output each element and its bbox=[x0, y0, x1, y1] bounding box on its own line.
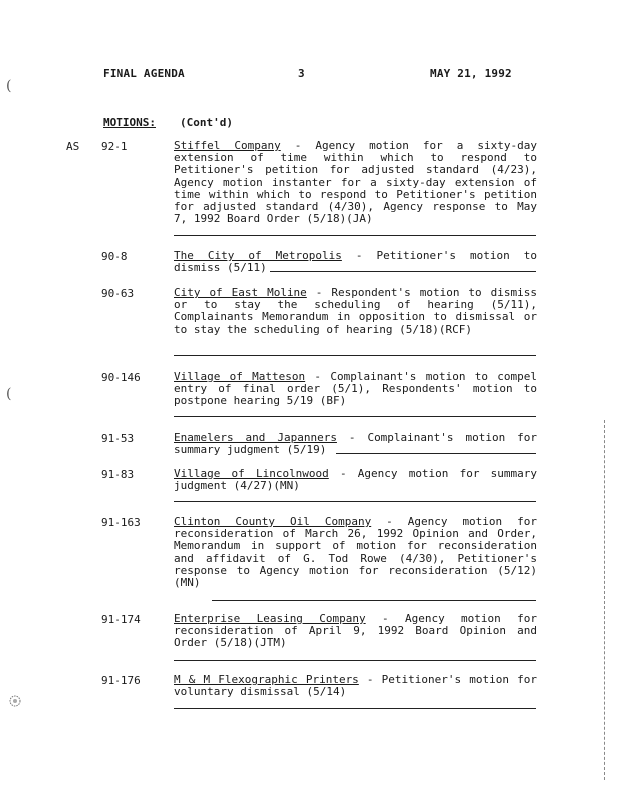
section-continued: (Cont'd) bbox=[180, 116, 233, 129]
entry-divider bbox=[174, 708, 536, 709]
entry-body bbox=[174, 613, 537, 650]
entry-body bbox=[174, 287, 537, 336]
entry-divider bbox=[174, 660, 536, 661]
entry-number: 92-1 bbox=[101, 140, 128, 153]
entry-number: 90-146 bbox=[101, 371, 141, 384]
agenda-title: FINAL AGENDA bbox=[103, 67, 185, 80]
entry-text: - Complainant's motion to compel entry of final order (5/1), Respondents' motion to postpone hearing 5/19 (BF) bbox=[174, 370, 537, 408]
entry-text: - Agency motion for a sixty-day extension of time within which to respond to Petitioner's petition for adjusted standard (4/23), Agency motion instanter for a sixty-day extension of time within which to respond to Petitioner's petition for adjusted standard (4/30), Agency response to May 7, 1992 Board Order (5/18)(JA) bbox=[174, 139, 537, 226]
entry-text: - Agency motion for reconsideration of March 26, 1992 Opinion and Order, Memorandum in support of motion for reconsideration and affidavit of G. Tod Rowe (4/30), Petitioner's response to Agency motion for reconsideration (5/12) (MN) bbox=[174, 515, 538, 590]
scan-edge-line bbox=[604, 420, 607, 780]
entry-title: Village of Matteson bbox=[174, 370, 306, 383]
section-title-text: MOTIONS: bbox=[103, 116, 156, 129]
entry-body bbox=[174, 371, 537, 408]
entry-title: Village of Lincolnwood bbox=[174, 467, 329, 480]
entry-body bbox=[174, 140, 537, 225]
entry-marker: AS bbox=[66, 140, 80, 153]
entry-number: 91-163 bbox=[101, 516, 141, 529]
entry-divider bbox=[212, 600, 536, 601]
entry-title: M & M Flexographic Printers bbox=[174, 673, 359, 686]
entry-title: Enterprise Leasing Company bbox=[174, 612, 366, 625]
entry-number: 91-176 bbox=[101, 674, 141, 687]
entry-text: - Petitioner's motion to dismiss (5/11) bbox=[174, 249, 537, 275]
entry-divider bbox=[174, 416, 536, 417]
scan-artifact-bracket-icon: ( bbox=[6, 78, 12, 94]
entry-divider bbox=[174, 235, 536, 236]
entry-divider bbox=[270, 271, 536, 272]
scan-artifact-bracket-icon: ( bbox=[6, 386, 12, 402]
entry-title: Stiffel Company bbox=[174, 139, 281, 152]
entry-body bbox=[174, 468, 537, 492]
entry-text: - Agency motion for reconsideration of April 9, 1992 Board Opinion and Order (5/18)(JTM) bbox=[174, 612, 537, 650]
entry-number: 91-83 bbox=[101, 468, 135, 481]
section-title bbox=[103, 116, 156, 129]
entry-divider bbox=[174, 355, 536, 356]
entry-text: - Complainant's motion for summary judgment (5/19) bbox=[174, 431, 538, 457]
entry-title: City of East Moline bbox=[174, 286, 307, 299]
entry-divider bbox=[336, 453, 536, 454]
entry-divider bbox=[174, 501, 536, 502]
entry-number: 90-63 bbox=[101, 287, 135, 300]
entry-text: - Agency motion for summary judgment (4/27)(MN) bbox=[174, 467, 538, 493]
entry-body bbox=[174, 674, 537, 698]
binder-hole-icon bbox=[8, 692, 22, 710]
entry-title: Enamelers and Japanners bbox=[174, 431, 337, 444]
entry-text: - Petitioner's motion for voluntary dismissal (5/14) bbox=[174, 673, 537, 699]
entry-number: 91-174 bbox=[101, 613, 141, 626]
entry-text: - Respondent's motion to dismiss or to stay the scheduling of hearing (5/11), Complainants Memorandum in opposition to dismissal or to stay the scheduling of hearing (5/18)(RCF) bbox=[174, 286, 537, 336]
entry-title: The City of Metropolis bbox=[174, 249, 342, 262]
entry-title: Clinton County Oil Company bbox=[174, 515, 372, 528]
agenda-date: MAY 21, 1992 bbox=[430, 67, 512, 80]
page-number: 3 bbox=[298, 67, 305, 80]
entry-number: 91-53 bbox=[101, 432, 135, 445]
entry-body bbox=[174, 516, 537, 589]
entry-number: 90-8 bbox=[101, 250, 128, 263]
